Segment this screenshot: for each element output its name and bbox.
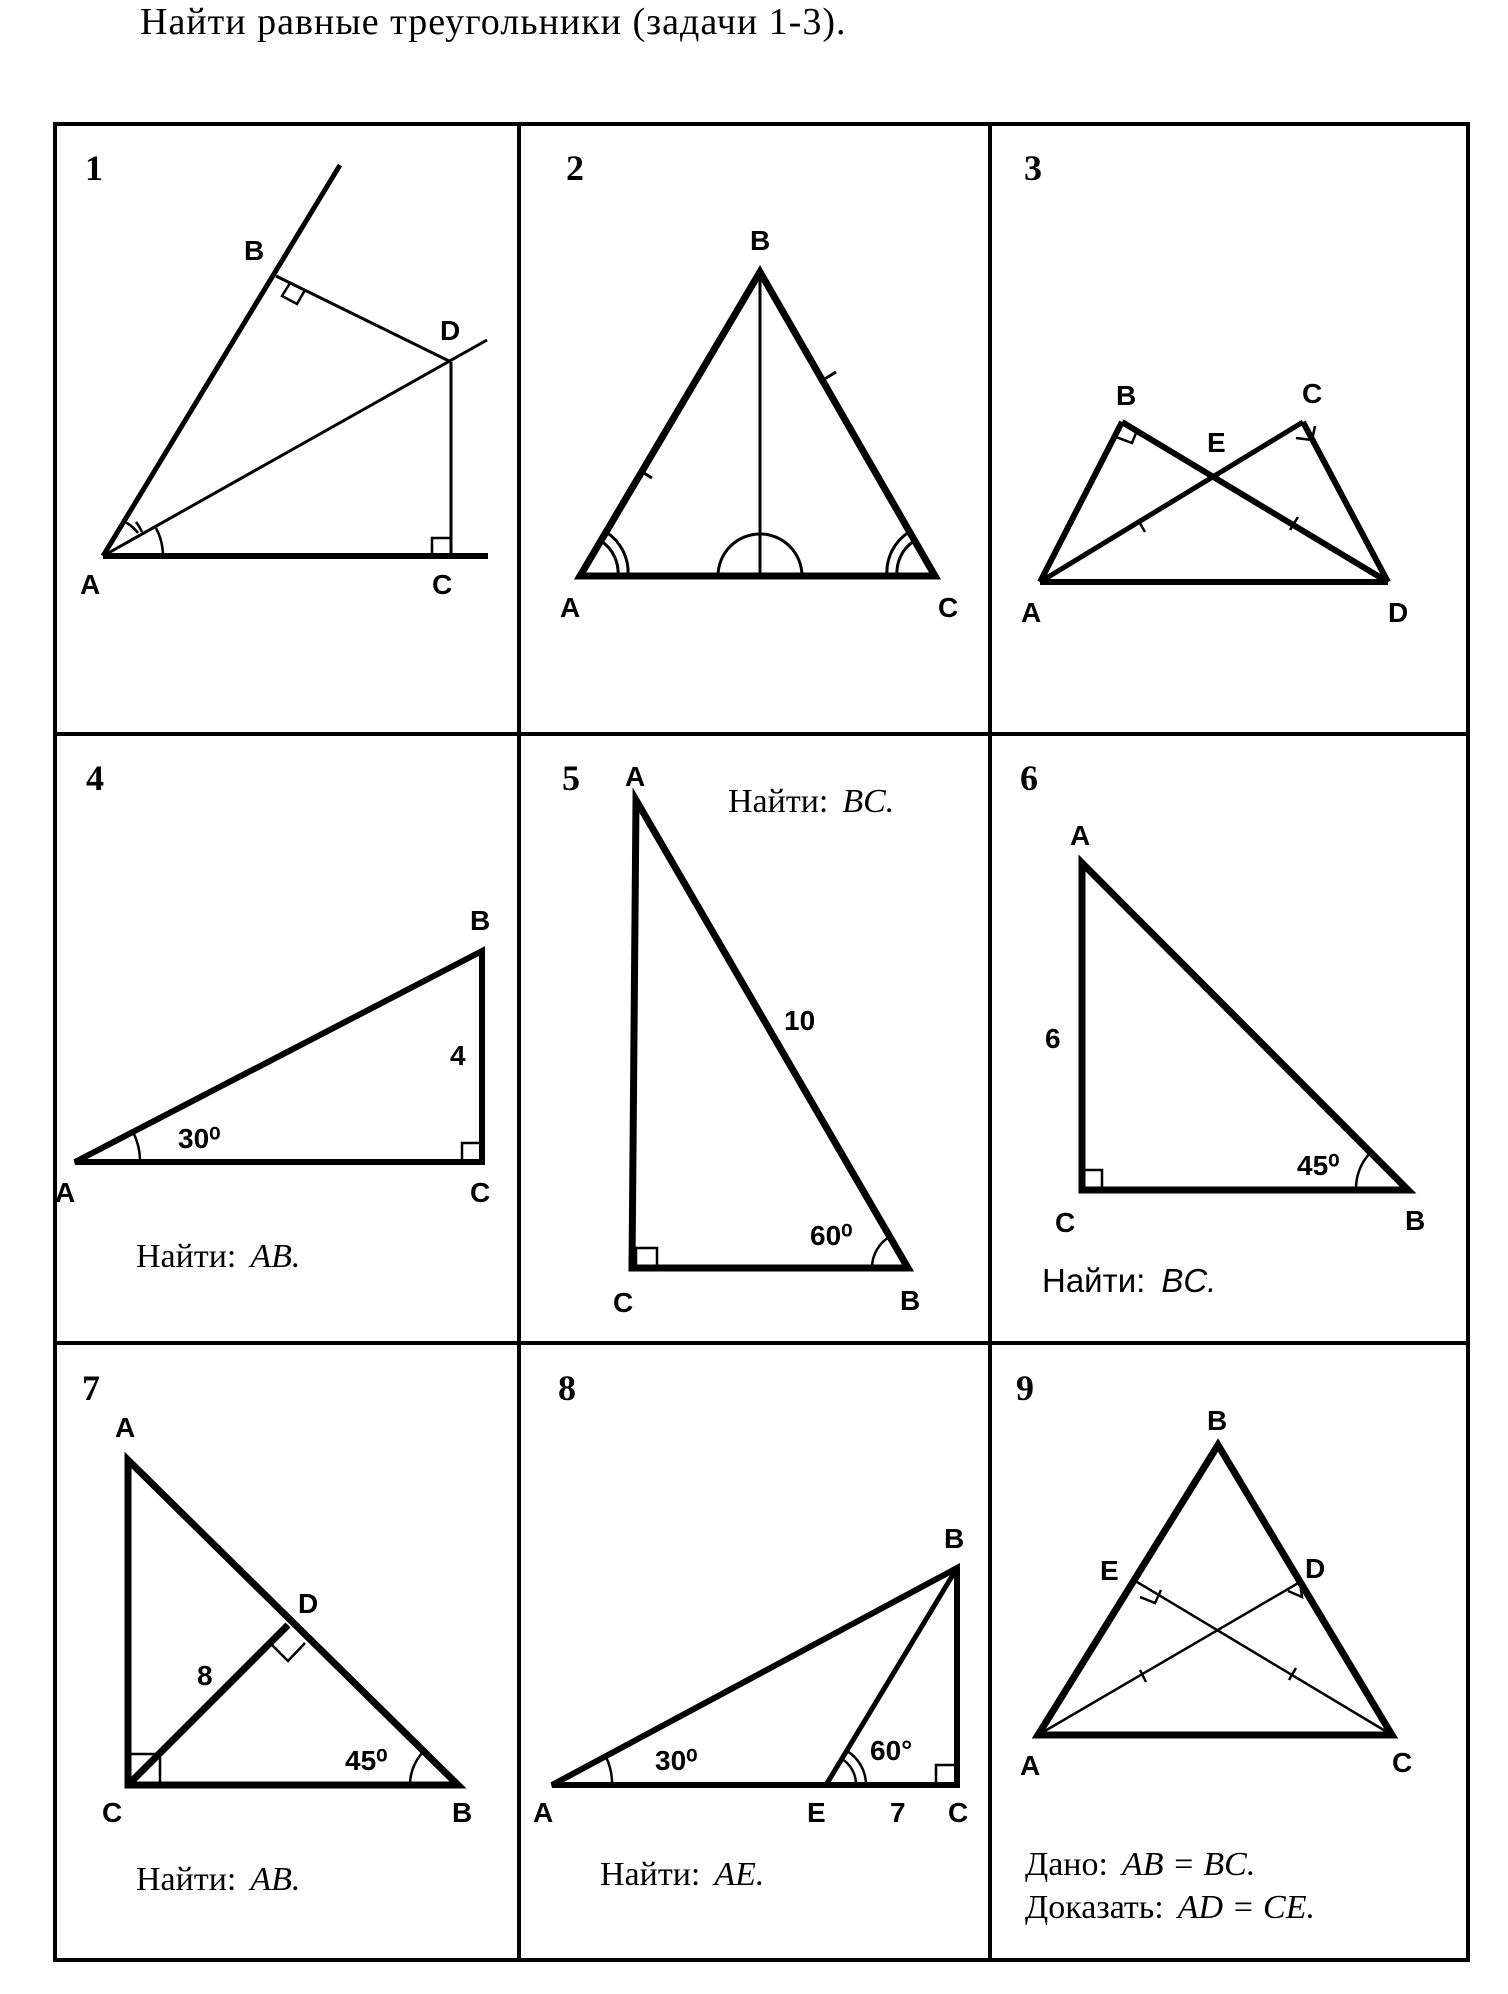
figure-6 [1082, 863, 1408, 1190]
problem-4 [55, 758, 490, 1275]
problem-number: 5 [562, 758, 580, 798]
angle-value: 30⁰ [178, 1123, 221, 1154]
vertex-label: A [80, 569, 101, 600]
problem-number: 8 [558, 1368, 576, 1408]
task-text: Найти: BC. [728, 783, 895, 820]
problem-8 [533, 1368, 968, 1893]
vertex-label: A [1021, 597, 1042, 628]
vertex-label: C [938, 592, 959, 623]
problem-1 [80, 148, 488, 600]
angle-value: 30⁰ [655, 1745, 698, 1776]
vertex-label: A [115, 1412, 136, 1443]
problem-number: 4 [86, 758, 104, 798]
problem-3 [1021, 148, 1408, 628]
problem-number: 1 [85, 148, 103, 188]
problem-7 [82, 1368, 472, 1898]
vertex-label: C [613, 1287, 634, 1318]
vertex-label: C [1302, 378, 1323, 409]
side-value: 6 [1045, 1023, 1061, 1054]
prove-text: Доказать: AD = CE. [1025, 1889, 1315, 1926]
vertex-label: C [1055, 1207, 1076, 1238]
figure-9 [1038, 1445, 1392, 1735]
vertex-label: C [948, 1797, 969, 1828]
vertex-label: D [440, 315, 461, 346]
vertex-label: D [1388, 597, 1409, 628]
side-value: 4 [450, 1040, 466, 1071]
angle-value: 45⁰ [345, 1745, 388, 1776]
vertex-label: E [1207, 427, 1226, 458]
page-heading: Найти равные треугольники (задачи 1-3). [140, 1, 847, 43]
problem-number: 3 [1024, 148, 1042, 188]
vertex-label: A [533, 1797, 554, 1828]
problem-number: 2 [566, 148, 584, 188]
vertex-label: D [298, 1588, 319, 1619]
side-value: 7 [890, 1797, 906, 1828]
vertex-label: B [1405, 1205, 1426, 1236]
given-text: Дано: AB = BC. [1025, 1846, 1256, 1883]
vertex-label: E [1100, 1555, 1119, 1586]
vertex-label: A [625, 761, 646, 792]
problem-number: 7 [82, 1368, 100, 1408]
angle-value: 45⁰ [1297, 1150, 1340, 1181]
figure-4 [75, 951, 482, 1162]
problem-number: 6 [1020, 758, 1038, 798]
problem-number: 9 [1016, 1368, 1034, 1408]
vertex-label: B [244, 235, 265, 266]
vertex-label: E [807, 1797, 826, 1828]
task-text: Найти: AB. [136, 1238, 301, 1275]
task-text: Найти: AB. [136, 1861, 301, 1898]
vertex-label: D [1305, 1553, 1326, 1584]
problem-2 [560, 148, 958, 623]
vertex-label: C [102, 1797, 123, 1828]
vertex-label: C [432, 569, 453, 600]
vertex-label: B [1116, 380, 1137, 411]
vertex-label: B [1207, 1405, 1228, 1436]
vertex-label: B [470, 905, 491, 936]
problem-9 [1016, 1368, 1412, 1926]
figure-5 [632, 800, 908, 1268]
side-value: 10 [784, 1005, 816, 1036]
vertex-label: B [900, 1285, 921, 1316]
figure-7 [128, 1460, 458, 1785]
task-text: Найти: AE. [600, 1856, 765, 1893]
vertex-label: B [750, 225, 771, 256]
vertex-label: B [452, 1797, 473, 1828]
problem-5 [562, 758, 920, 1318]
side-value: 8 [197, 1660, 213, 1691]
figure-1 [103, 165, 488, 556]
figure-2 [580, 272, 935, 576]
vertex-label: A [1070, 820, 1091, 851]
vertex-label: A [560, 592, 581, 623]
vertex-label: C [470, 1177, 491, 1208]
vertex-label: C [1392, 1747, 1413, 1778]
angle-value: 60° [870, 1735, 913, 1766]
angle-value: 60⁰ [810, 1220, 853, 1251]
task-text: Найти: BC. [1042, 1262, 1217, 1299]
vertex-label: B [944, 1523, 965, 1554]
vertex-label: A [55, 1177, 76, 1208]
vertex-label: A [1020, 1750, 1041, 1781]
problem-6 [1020, 758, 1425, 1299]
